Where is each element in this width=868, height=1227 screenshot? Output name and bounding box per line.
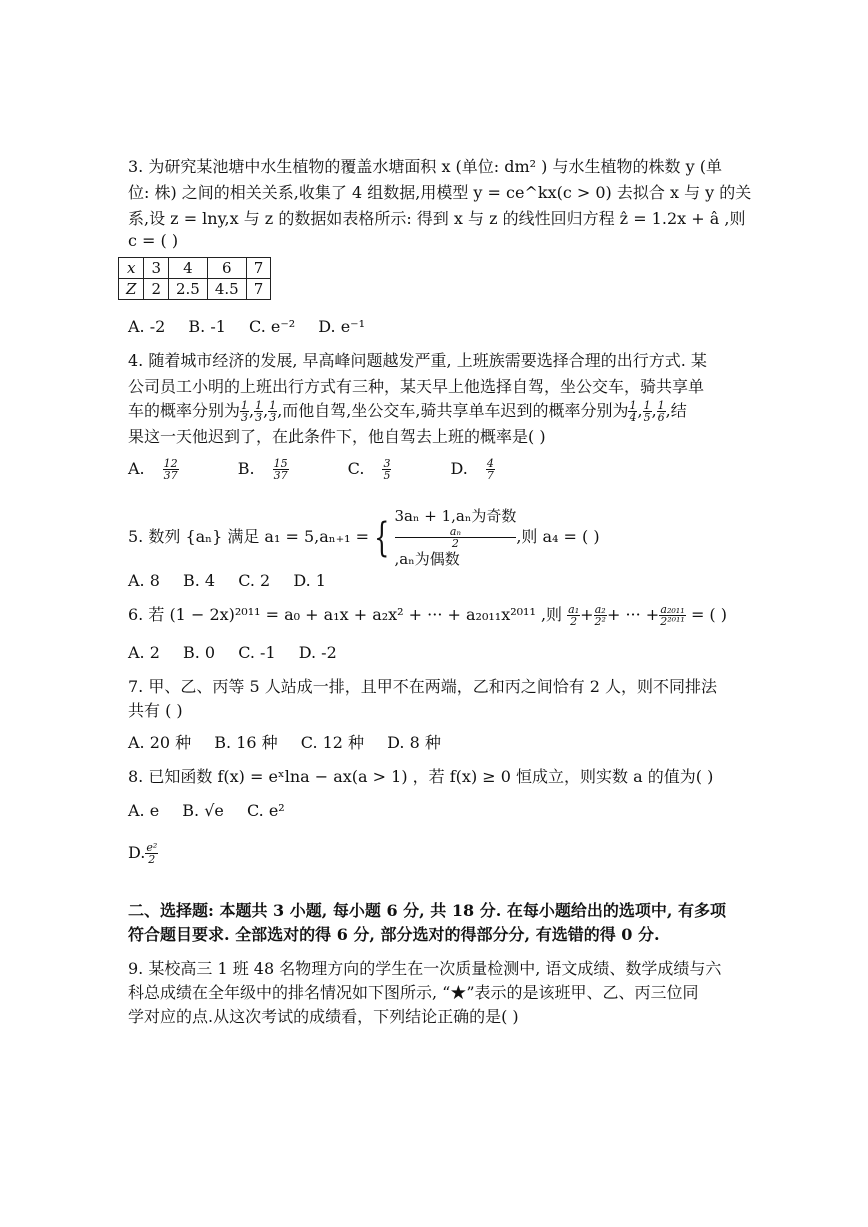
- q8-line-1: 8. 已知函数 f(x) = eˣlna − ax(a > 1) ，若 f(x) ≥ 0 恒成立，则实数 a 的值为( ): [128, 767, 714, 786]
- q7-option-a: A. 20 种: [128, 733, 192, 752]
- q5-cases: [395, 506, 517, 569]
- q3-options: [128, 316, 383, 338]
- q4-line-3-a: 车的概率分别为: [128, 401, 241, 420]
- q5-options: [128, 570, 344, 592]
- q7-option-b: B. 16 种: [214, 733, 278, 752]
- q4-line-1: 4. 随着城市经济的发展, 早高峰问题越发严重, 上班族需要选择合理的出行方式. 某: [128, 351, 707, 370]
- q8-option-b: B. √e: [182, 801, 224, 820]
- q9-line-1: 9. 某校高三 1 班 48 名物理方向的学生在一次质量检测中, 语文成绩、数学成绩与六: [128, 959, 722, 978]
- q8-option-d: D. $\frac{\text{e²}}{2}$: [128, 841, 158, 866]
- series-fraction: $\frac{\text{a₁}}{2}$: [568, 603, 580, 628]
- q3-option-d: D. e⁻¹: [318, 317, 366, 336]
- q3-line-1: 3. 为研究某池塘中水生植物的覆盖水塘面积 x (单位: dm² ) 与水生植物的株数 y (单: [128, 157, 722, 176]
- table-cell: Z: [119, 279, 144, 300]
- table-cell: 2.5: [168, 279, 207, 300]
- q4-option-b: B. $\frac{15}{37}$: [237, 457, 288, 482]
- q4-line-3-b: ,而他自驾,坐公交车,骑共享单车迟到的概率分别为: [277, 401, 629, 420]
- q5-case-1: 3aₙ + 1,aₙ为奇数: [394, 507, 517, 525]
- q4-line-3-c: ,结: [665, 401, 687, 420]
- q6-option-c: C. -1: [238, 643, 276, 662]
- series-fraction: $\frac{\text{a₂}}{\text{2²}}$: [594, 603, 606, 628]
- q5-option-d: D. 1: [293, 571, 326, 590]
- table-cell: 6: [207, 258, 246, 279]
- q8-option-a: A. e: [128, 801, 160, 820]
- q6-options: [128, 642, 355, 664]
- table-row: [119, 279, 271, 300]
- q6-suffix: = ( ): [690, 605, 727, 624]
- q4-line-2: 公司员工小明的上班出行方式有三种，某天早上他选择自驾，坐公交车，骑共享单: [128, 377, 705, 396]
- table-row: [119, 258, 271, 279]
- q3-data-table: [118, 257, 271, 300]
- q7-option-c: C. 12 种: [300, 733, 365, 752]
- q3-line-4: [128, 224, 179, 250]
- prob-fraction: $\frac{1}{6}$: [657, 399, 665, 424]
- q5-line: [128, 506, 600, 569]
- q4-line-3: 车的概率分别为 $\frac{1}{3}$ , $\frac{1}{3}$ , $\frac{1}{3}$ ,而他自驾,坐公交车,骑共享单车迟到的概率分别为 $\frac{1}{4}$ , $\frac{1}{5}$ , $\frac{1}{6}$ ,结: [128, 399, 687, 424]
- table-cell: 7: [246, 279, 271, 300]
- prob-fraction: $\frac{1}{4}$: [629, 399, 637, 424]
- q7-options: [128, 732, 459, 754]
- q5-prefix: 5. 数列 {aₙ} 满足 a₁ = 5,aₙ₊₁ =: [128, 527, 370, 546]
- section-2-heading-2: 符合题目要求. 全部选对的得 6 分, 部分选对的得部分分, 有选错的得 0 分.: [128, 925, 660, 944]
- q9-line-2: 科总成绩在全年级中的排名情况如下图所示, “★”表示的是该班甲、乙、丙三位同: [128, 983, 699, 1002]
- q3-option-b: B. -1: [188, 317, 226, 336]
- q6-option-a: A. 2: [128, 643, 160, 662]
- table-cell: 3: [144, 258, 169, 279]
- prob-fraction: $\frac{1}{5}$: [643, 399, 651, 424]
- q8-option-c: C. e²: [246, 801, 285, 820]
- q3-option-c: C. e⁻²: [249, 317, 296, 336]
- q5-option-a: A. 8: [128, 571, 160, 590]
- section-2-heading-1: 二、选择题: 本题共 3 小题, 每小题 6 分, 共 18 分. 在每小题给出的选项中, 有多项: [128, 901, 726, 920]
- q6-option-b: B. 0: [183, 643, 216, 662]
- q3-line-2: 位: 株) 之间的相关关系,收集了 4 组数据,用模型 y = ce^kx(c > 0) 去拟合 x 与 y 的关: [128, 183, 752, 202]
- q3-option-a: A. -2: [128, 317, 166, 336]
- q4-line-4: 果这一天他迟到了，在此条件下，他自驾去上班的概率是( ): [128, 427, 546, 446]
- prob-fraction: $\frac{1}{3}$: [269, 399, 277, 424]
- q8-options: [128, 800, 303, 822]
- q5-suffix: ,则 a₄ = ( ): [516, 527, 600, 546]
- q4-option-c: C. $\frac{3}{5}$: [347, 457, 391, 482]
- q5-case-2: aₙ 2 ,aₙ为偶数: [395, 526, 517, 569]
- q5-option-b: B. 4: [183, 571, 216, 590]
- q4-option-d: D. $\frac{4}{7}$: [450, 457, 494, 482]
- q3-answer-blank: c = ( ): [128, 231, 179, 250]
- q7-option-d: D. 8 种: [387, 733, 441, 752]
- q4-options: [128, 458, 549, 481]
- q4-option-a: A. $\frac{12}{37}$: [128, 457, 178, 482]
- table-cell: 4.5: [207, 279, 246, 300]
- brace-icon: {: [374, 514, 390, 561]
- q7-line-2: 共有 ( ): [128, 701, 183, 720]
- table-cell: 4: [168, 258, 207, 279]
- table-cell: x: [119, 258, 144, 279]
- series-fraction: $\frac{\text{a₂₀₁₁}}{\text{2²⁰¹¹}}$: [660, 603, 685, 628]
- table-cell: 7: [246, 258, 271, 279]
- q7-line-1: 7. 甲、乙、丙等 5 人站成一排，且甲不在两端，乙和丙之间恰有 2 人，则不同排法: [128, 677, 718, 696]
- prob-fraction: $\frac{1}{3}$: [255, 399, 263, 424]
- q6-option-d: D. -2: [298, 643, 337, 662]
- q9-line-3: 学对应的点.从这次考试的成绩看，下列结论正确的是( ): [128, 1007, 519, 1026]
- q6-text: 6. 若 (1 − 2x)²⁰¹¹ = a₀ + a₁x + a₂x² + ··· + a₂₀₁₁x²⁰¹¹ ,则: [128, 605, 563, 624]
- table-cell: 2: [144, 279, 169, 300]
- q5-option-c: C. 2: [238, 571, 271, 590]
- prob-fraction: $\frac{1}{3}$: [241, 399, 249, 424]
- q6-line: 6. 若 (1 − 2x)²⁰¹¹ = a₀ + a₁x + a₂x² + ··· + a₂₀₁₁x²⁰¹¹ ,则 $\frac{\text{a₁}}{2}$ + $\frac{\text{a₂}}{\text{2²}}$ + ··· + $\frac{\text{a₂₀₁₁}}{\text{2²⁰¹¹}}$ = ( ): [128, 603, 727, 628]
- q3-line-3: 系,设 z = lny,x 与 z 的数据如表格所示: 得到 x 与 z 的线性回归方程 ẑ = 1.2x + â ,则: [128, 209, 746, 228]
